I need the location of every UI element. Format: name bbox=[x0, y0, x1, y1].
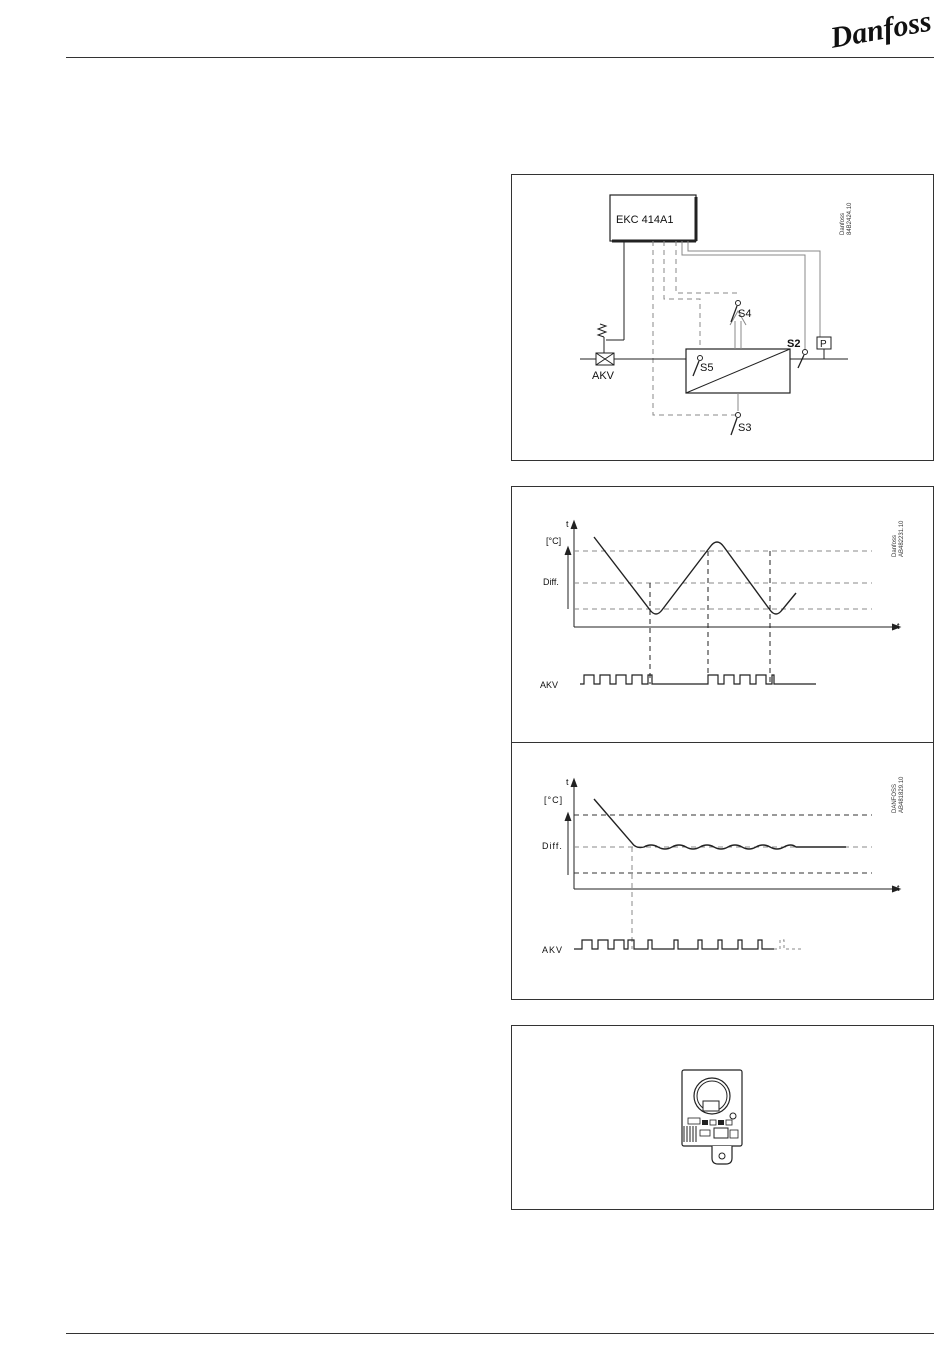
fig3-akv-label: AKV bbox=[542, 945, 564, 955]
fig3-akv-pulse bbox=[574, 940, 774, 949]
sensor-s3-label: S3 bbox=[738, 422, 752, 434]
fig2-x-axis-label: t bbox=[897, 621, 900, 631]
circuit-board-icon bbox=[682, 1070, 742, 1164]
system-diagram bbox=[512, 175, 933, 460]
system-diagram-panel bbox=[511, 174, 934, 461]
sensor-s2-label: S2 bbox=[787, 338, 801, 350]
akv-label: AKV bbox=[592, 370, 615, 382]
plug-module-drawing bbox=[512, 1026, 933, 1209]
fig2-diff-label: Diff. bbox=[543, 577, 559, 587]
sensor-s2-icon bbox=[798, 355, 804, 368]
oscillating-regulation-chart bbox=[512, 487, 933, 743]
fig2-akv-label: AKV bbox=[540, 680, 559, 690]
fig1-ref-line1: Danfoss bbox=[840, 212, 846, 235]
fig3-y-axis-label: t bbox=[566, 777, 569, 787]
danfoss-logo bbox=[826, 6, 934, 59]
fig2-ref-line2: AB482231.10 bbox=[899, 520, 905, 557]
header-rule bbox=[66, 57, 934, 58]
fig3-diff-label: Diff. bbox=[542, 841, 563, 851]
stable-regulation-chart bbox=[512, 743, 933, 999]
solenoid-icon bbox=[598, 324, 606, 337]
footer-rule bbox=[66, 1333, 934, 1334]
fig2-temperature-curve bbox=[594, 537, 796, 614]
akv-valve-icon bbox=[596, 353, 614, 365]
fig3-x-axis-label: t bbox=[897, 883, 900, 893]
fig2-ref-line1: Danfoss bbox=[892, 534, 898, 557]
svg-text:Danfoss: Danfoss bbox=[827, 6, 934, 54]
fig1-ref-line2: 84B2424.10 bbox=[847, 202, 853, 235]
sensor-s5-label: S5 bbox=[700, 362, 714, 374]
fig2-akv-pulse bbox=[580, 675, 816, 684]
sensor-s4-label: S4 bbox=[738, 308, 752, 320]
fig3-ref-line1: DANFOSS bbox=[892, 783, 898, 813]
fig3-temperature-curve bbox=[594, 799, 846, 849]
danfoss-logo-mark bbox=[826, 6, 934, 54]
pressure-label: P bbox=[820, 339, 827, 350]
sensor-s3-icon bbox=[731, 418, 737, 435]
fig2-y-axis-label: t bbox=[566, 519, 569, 529]
fig2-unit-label: [°C] bbox=[546, 536, 562, 546]
controller-label: EKC 414A1 bbox=[616, 214, 674, 226]
plug-module-panel bbox=[511, 1025, 934, 1210]
regulation-charts-panel bbox=[511, 486, 934, 1000]
fig3-unit-label: [°C] bbox=[544, 795, 564, 805]
fig3-ref-line2: AB481829.10 bbox=[899, 776, 905, 813]
